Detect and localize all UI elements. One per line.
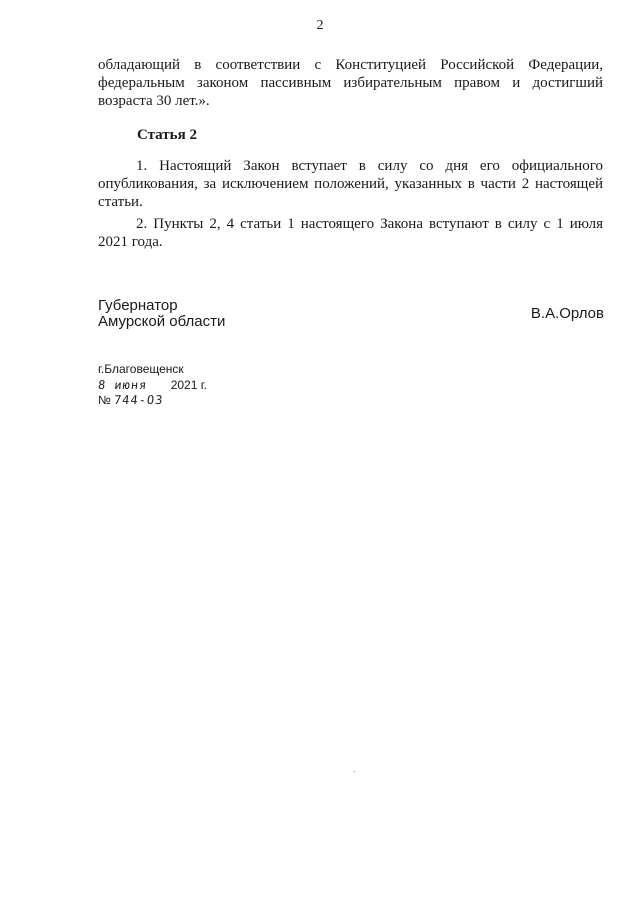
paragraph-line: 2. Пункты 2, 4 статьи 1 настоящего Закона вступают в силу с 1 июля	[136, 216, 603, 232]
law-number-line	[98, 393, 207, 407]
paragraph-line: 2021 года.	[98, 234, 163, 250]
paragraph-continuation	[98, 56, 603, 110]
date-year: 2021 г.	[170, 378, 207, 392]
paragraph-line: федеральным законом пассивным избирательным правом и достигший	[98, 75, 603, 91]
article-2-item-2	[98, 215, 603, 251]
article-2-item-1	[98, 157, 603, 211]
paragraph-line: возраста 30 лет.».	[98, 93, 210, 109]
signatory-position-line: Амурской области	[98, 313, 226, 330]
page-number: 2	[316, 18, 324, 33]
number-sign: №	[98, 393, 111, 407]
scan-speck	[354, 771, 355, 772]
signatory-position	[98, 298, 225, 330]
handwritten-law-number: 744-ОЗ	[113, 393, 165, 407]
signatory-position-line: Губернатор	[98, 297, 178, 314]
place-date-block	[98, 362, 207, 407]
paragraph-line: обладающий в соответствии с Конституцией Российской Федерации,	[98, 57, 603, 73]
paragraph-line: 1. Настоящий Закон вступает в силу со дня его официального	[136, 158, 603, 174]
handwritten-date: 8 июня	[97, 378, 149, 392]
paragraph-line: статьи.	[98, 194, 143, 210]
signatory-name: В.А.Орлов	[530, 305, 604, 322]
paragraph-line: опубликования, за исключением положений, указанных в части 2 настоящей	[98, 176, 603, 192]
article-2-title: Статья 2	[137, 127, 197, 143]
date-line	[98, 378, 207, 392]
city: г.Благовещенск	[98, 362, 184, 376]
